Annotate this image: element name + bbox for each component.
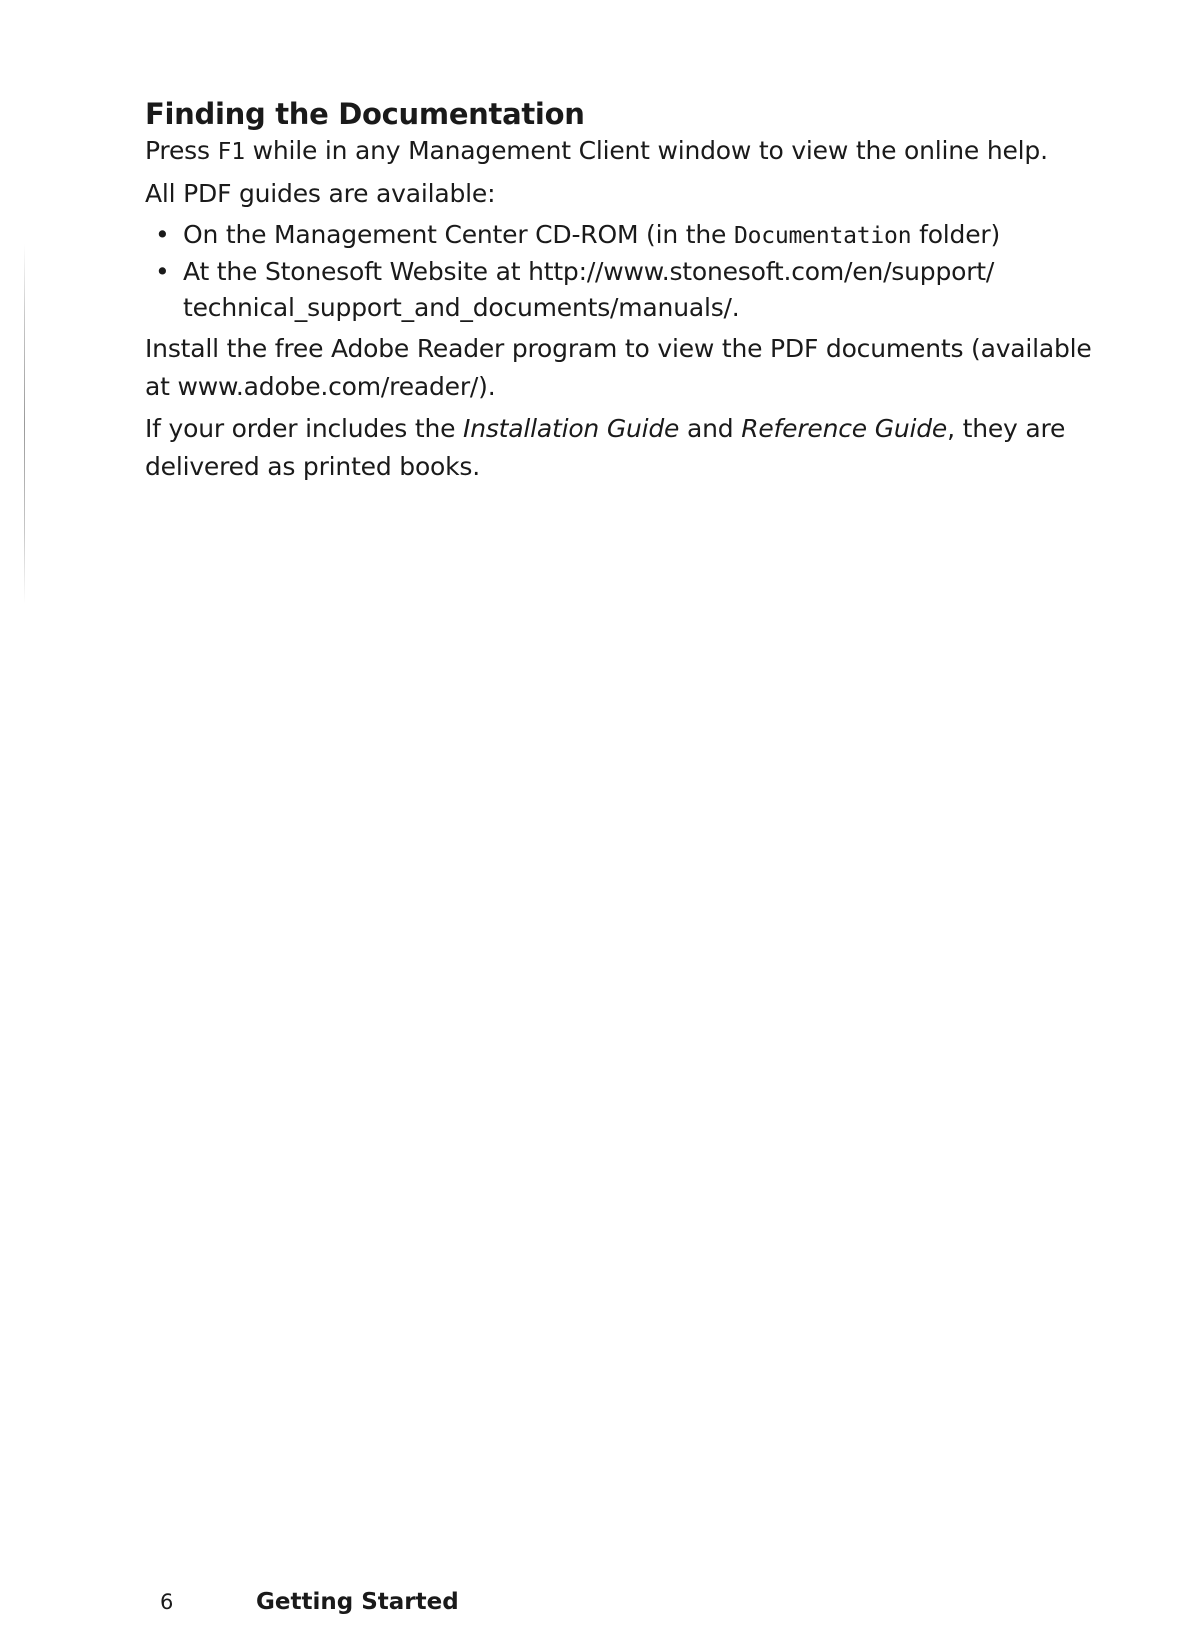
reference-guide-title: Reference Guide [741,414,948,443]
f1-key: F1 [217,139,245,165]
pdf-guides-intro: All PDF guides are available: [145,179,496,208]
documentation-folder-code: Documentation [733,223,912,249]
scan-edge-mark [24,244,25,604]
bullet-icon: • [155,220,170,249]
adobe-reader-paragraph: Install the free Adobe Reader program to view the PDF documents (available at www.adobe.com/reader/). [145,334,1092,401]
pdf-sources-list [145,217,1095,326]
list-item: • On the Management Center CD-ROM (in the Documentation folder) [145,217,1095,254]
website-url-text: At the Stonesoft Website at http://www.stonesoft.com/en/support/ technical_support_and_documents/manuals/. [183,257,995,322]
bullet-icon: • [155,257,170,286]
list-item [145,254,1095,326]
section-heading: Finding the Documentation [145,97,585,131]
footer-section-title: Getting Started [256,1589,459,1615]
page-number: 6 [160,1590,174,1614]
online-help-paragraph: Press F1 while in any Management Client window to view the online help. [145,136,1048,165]
documentation-section [145,96,1095,490]
page-footer [160,1588,459,1616]
printed-books-paragraph: If your order includes the Installation Guide and Reference Guide, they are delivered as printed books. [145,414,1066,481]
installation-guide-title: Installation Guide [463,414,680,443]
